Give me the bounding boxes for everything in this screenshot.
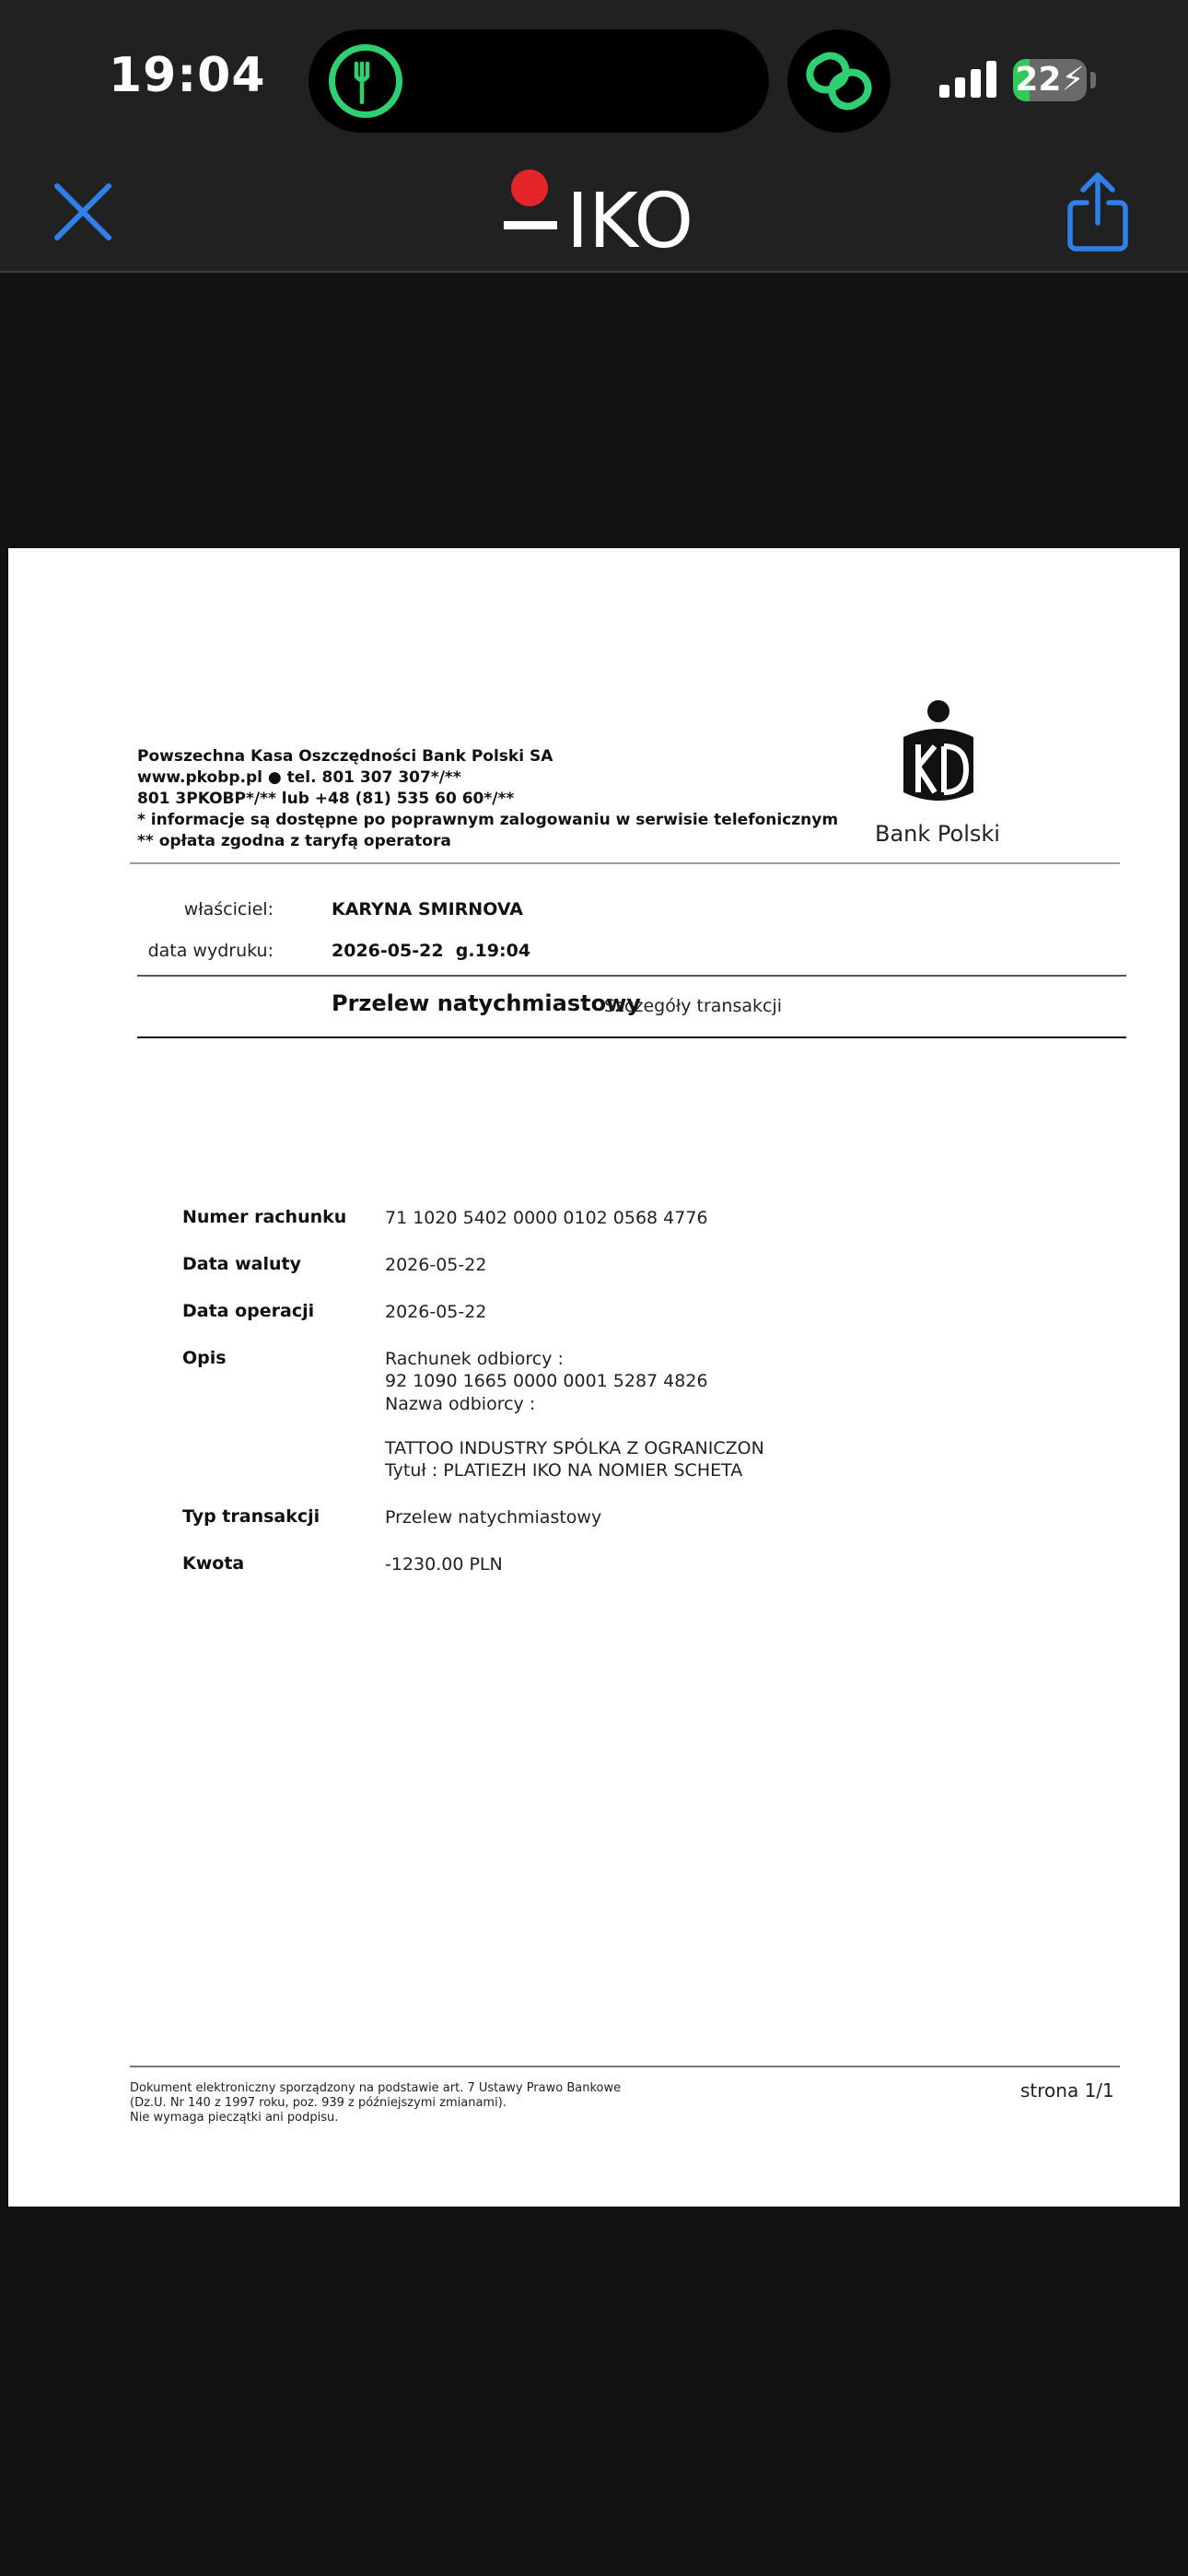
- account-number-value: 71 1020 5402 0000 0102 0568 4776: [385, 1208, 708, 1228]
- share-icon: [1063, 170, 1133, 254]
- document-page[interactable]: [8, 548, 1180, 2207]
- share-button[interactable]: [1063, 170, 1133, 254]
- description-line: Rachunek odbiorcy :: [385, 1349, 564, 1369]
- divider: [130, 862, 1120, 864]
- section-title: Przelew natychmiastowy: [332, 990, 641, 1016]
- value-date-value: 2026-05-22: [385, 1255, 487, 1275]
- description-label: Opis: [182, 1348, 227, 1368]
- transaction-type-value: Przelew natychmiastowy: [385, 1507, 602, 1528]
- description-line: 92 1090 1665 0000 0001 5287 4826: [385, 1371, 708, 1391]
- description-line: Tytuł : PLATIEZH IKO NA NOMIER SCHETA: [385, 1460, 743, 1481]
- close-button[interactable]: [48, 177, 118, 247]
- bank-logo-name: Bank Polski: [875, 821, 1000, 847]
- iko-logo: [502, 164, 695, 265]
- section-subtitle: Szczegóły transakcji: [604, 996, 783, 1016]
- status-bar: [0, 0, 1188, 157]
- close-x-icon: [48, 177, 118, 247]
- divider: [137, 1036, 1126, 1038]
- description-line: Nazwa odbiorcy :: [385, 1394, 536, 1414]
- owner-label: właściciel:: [183, 899, 274, 919]
- footer-line: Nie wymaga pieczątki ani podpisu.: [130, 2111, 339, 2125]
- bank-info: [137, 746, 838, 852]
- bank-info-line: Powszechna Kasa Oszczędności Bank Polski SA: [137, 747, 553, 766]
- nav-bar: [0, 157, 1188, 273]
- footer-note: [130, 2081, 621, 2125]
- page-number: strona 1/1: [1020, 2079, 1114, 2102]
- value-date-label: Data waluty: [182, 1254, 301, 1274]
- fork-knife-icon[interactable]: [329, 44, 402, 118]
- footer-line: (Dz.U. Nr 140 z 1997 roku, poz. 939 z późniejszymi zmianami).: [130, 2096, 507, 2110]
- owner-value: KARYNA SMIRNOVA: [332, 899, 523, 919]
- transaction-type-label: Typ transakcji: [182, 1506, 320, 1527]
- print-date-label: data wydruku:: [147, 941, 274, 961]
- battery-percent: 22⚡︎: [1015, 61, 1085, 99]
- link-icon[interactable]: [787, 29, 891, 133]
- description-line: TATTOO INDUSTRY SPÓLKA Z OGRANICZON: [385, 1438, 764, 1458]
- bank-info-line: www.pkobp.pl ● tel. 801 307 307*/**: [137, 768, 461, 787]
- divider: [130, 2066, 1120, 2067]
- operation-date-value: 2026-05-22: [385, 1302, 487, 1322]
- amount-label: Kwota: [182, 1553, 245, 1574]
- bank-info-line: * informacje są dostępne po poprawnym zalogowaniu w serwisie telefonicznym: [137, 811, 839, 829]
- pko-logo-icon: [892, 700, 984, 809]
- bank-info-line: 801 3PKOBP*/** lub +48 (81) 535 60 60*/**: [137, 790, 515, 808]
- amount-value: -1230.00 PLN: [385, 1554, 503, 1575]
- account-number-label: Numer rachunku: [182, 1207, 347, 1227]
- status-time: 19:04: [109, 48, 266, 103]
- cellular-signal-icon: [939, 61, 998, 98]
- footer-line: Dokument elektroniczny sporządzony na podstawie art. 7 Ustawy Prawo Bankowe: [130, 2081, 622, 2095]
- battery-icon: [1013, 59, 1087, 101]
- divider: [137, 975, 1126, 977]
- print-date-value: 2026-05-22 g.19:04: [332, 941, 531, 961]
- bank-info-line: ** opłata zgodna z taryfą operatora: [137, 832, 451, 850]
- operation-date-label: Data operacji: [182, 1301, 315, 1321]
- dynamic-island[interactable]: [309, 29, 769, 133]
- logo-dash: [504, 221, 557, 229]
- logo-dot: [511, 170, 548, 206]
- battery-cap: [1090, 72, 1096, 88]
- logo-text: IKO: [566, 178, 694, 265]
